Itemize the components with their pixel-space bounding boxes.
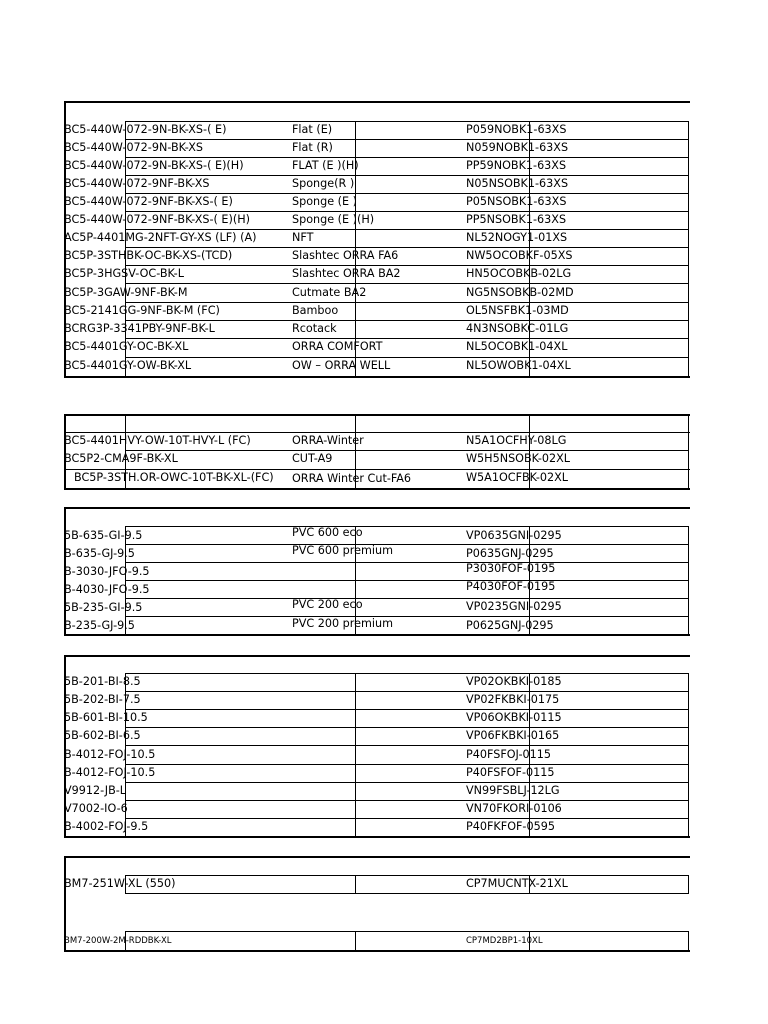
code: PP59NOBK1-63XS (466, 159, 567, 172)
table-row (62, 616, 688, 634)
code: NG5NSOBKB-02MD (466, 286, 574, 299)
description: ORRA-Winter (292, 434, 364, 447)
code: CP7MD2BP1-10XL (466, 936, 543, 946)
table-row (62, 598, 688, 616)
part-number: BC5-2141GG-9NF-BK-M (FC) (64, 304, 220, 317)
description: Rcotack (292, 322, 337, 335)
part-number: 5B-635-GI-9.5 (64, 529, 143, 542)
code: VN99FSBLJ-12LG (466, 784, 560, 797)
table-row (62, 357, 688, 375)
table-row (62, 415, 688, 433)
part-number: B-4012-FOJ-10.5 (64, 748, 156, 761)
table-row (62, 247, 688, 265)
code: W5A1OCFBK-02XL (466, 471, 569, 484)
description (290, 415, 464, 433)
table-row (62, 746, 688, 764)
description (290, 818, 464, 836)
code: W5H5NSOBK-02XL (466, 452, 570, 465)
part-number: B-635-GJ-9.5 (64, 547, 135, 560)
table-row (62, 320, 688, 338)
description: Sponge(R ) (292, 177, 355, 190)
description (290, 673, 464, 691)
table-row (62, 265, 688, 283)
table-row (62, 338, 688, 356)
part-number (62, 415, 290, 433)
part-number: B-3030-JFO-9.5 (64, 565, 150, 578)
table-row (62, 932, 688, 950)
table-row (62, 193, 688, 211)
description: CUT-A9 (292, 452, 333, 465)
description: ORRA Winter Cut-FA6 (292, 472, 412, 485)
code: N05NSOBK1-63XS (466, 177, 569, 190)
description (290, 562, 464, 580)
table-row (62, 818, 688, 836)
code: VP02OKBKI-0185 (466, 675, 562, 688)
code: VP0235GNI-0295 (466, 600, 562, 613)
description (290, 691, 464, 709)
description: NFT (292, 231, 314, 244)
table-row (62, 302, 688, 320)
part-number: B-4002-FOJ-9.5 (64, 820, 149, 833)
description: Slashtec ORRA BA2 (292, 267, 401, 280)
description (290, 727, 464, 745)
code: PP5NSOBK1-63XS (466, 213, 567, 226)
code: VP06FKBKI-0165 (466, 729, 560, 742)
part-number: BM7-200W-2M-RDDBK-XL (64, 936, 172, 946)
part-number: BC5-440W-072-9N-BK-XS-( E) (64, 123, 227, 136)
code: NL52NOGY1-01XS (466, 231, 568, 244)
code: P4030FOF-0195 (466, 580, 556, 593)
description (290, 932, 464, 950)
code: P0625GNJ-0295 (466, 619, 554, 632)
description: Sponge (E ) (292, 195, 358, 208)
table-row (62, 139, 688, 157)
table-row (62, 121, 688, 139)
table-row (62, 691, 688, 709)
table-row (62, 175, 688, 193)
table-row (62, 673, 688, 691)
part-number: BC5-440W-072-9NF-BK-XS-( E) (64, 195, 233, 208)
description: OW – ORRA WELL (292, 359, 391, 372)
code: NL5OCOBK1-04XL (466, 340, 568, 353)
part-number: BC5-440W-072-9NF-BK-XS (64, 177, 210, 190)
table-row (62, 157, 688, 175)
code: VP02FKBKI-0175 (466, 693, 560, 706)
table-row (62, 229, 688, 247)
table-row (62, 211, 688, 229)
description: FLAT (E )(H) (292, 159, 359, 172)
part-number: BC5P2-CMA9F-BK-XL (64, 452, 178, 465)
part-number: 5B-602-BI-6.5 (64, 729, 141, 742)
part-number: V7002-IO-6 (64, 802, 128, 815)
part-number: B-4030-JFO-9.5 (64, 583, 150, 596)
description (290, 709, 464, 727)
description: Sponge (E )(H) (292, 213, 375, 226)
code: P0635GNJ-0295 (466, 547, 554, 560)
code: VP0635GNI-0295 (466, 529, 562, 542)
table-row (62, 782, 688, 800)
description: ORRA COMFORT (292, 340, 383, 353)
table-row (62, 432, 688, 450)
description: Bamboo (292, 304, 339, 317)
description: Flat (E) (292, 123, 333, 136)
part-number: BCRG3P-3341PBY-9NF-BK-L (64, 322, 215, 335)
code: CP7MUCNTX-21XL (466, 877, 568, 890)
description (290, 746, 464, 764)
part-number: BC5-4401GY-OW-BK-XL (64, 359, 192, 372)
part-number: 5B-601-BI-10.5 (64, 711, 148, 724)
description: Flat (R) (292, 141, 333, 154)
part-number: BC5P-3STH.OR-OWC-10T-BK-XL-(FC) (74, 471, 274, 484)
table-row (62, 284, 688, 302)
part-number: 5B-235-GI-9.5 (64, 601, 143, 614)
part-number: BC5-440W-072-9NF-BK-XS-( E)(H) (64, 213, 251, 226)
part-number: BC5-440W-072-9N-BK-XS (64, 141, 204, 154)
table-row (62, 727, 688, 745)
part-number: AC5P-4401MG-2NFT-GY-XS (LF) (A) (64, 231, 257, 244)
description: PVC 600 premium (292, 544, 394, 557)
code: P05NSOBK1-63XS (466, 195, 567, 208)
table-row (62, 450, 688, 468)
code: VP06OKBKI-0115 (466, 711, 562, 724)
part-number: BC5-4401HVY-OW-10T-HVY-L (FC) (64, 434, 251, 447)
description (290, 764, 464, 782)
part-number: V9912-JB-L (64, 784, 127, 797)
table-row (62, 875, 688, 893)
part-number: BC5-440W-072-9N-BK-XS-( E)(H) (64, 159, 244, 172)
code: NL5OWOBK1-04XL (466, 359, 571, 372)
code: P40FSFOJ-0115 (466, 748, 551, 761)
table-row (62, 800, 688, 818)
code: P40FKFOF-0595 (466, 820, 555, 833)
code: VN70FKORI-0106 (466, 802, 562, 815)
code: 4N3NSOBKC-01LG (466, 322, 569, 335)
part-number: BM7-251W-XL (550) (64, 877, 176, 890)
code: N059NOBK1-63XS (466, 141, 569, 154)
part-number: BC5P-3GAW-9NF-BK-M (64, 286, 188, 299)
code: HN5OCOBKB-02LG (466, 267, 572, 280)
part-number: 5B-201-BI-8.5 (64, 675, 141, 688)
description: PVC 200 eco (292, 598, 363, 611)
code: OL5NSFBK1-03MD (466, 304, 569, 317)
code: P40FSFOF-0115 (466, 766, 555, 779)
part-number: BC5P-3HGSV-OC-BK-L (64, 267, 184, 280)
table-row (62, 764, 688, 782)
code: P059NOBK1-63XS (466, 123, 567, 136)
code: NW5OCOBKF-05XS (466, 249, 573, 262)
part-number: BC5-4401GY-OC-BK-XL (64, 340, 189, 353)
description (290, 782, 464, 800)
code (464, 415, 622, 433)
description (290, 800, 464, 818)
description: Cutmate BA2 (292, 286, 367, 299)
description: Slashtec ORRA FA6 (292, 249, 399, 262)
table-row (62, 469, 688, 487)
description: PVC 200 premium (292, 617, 394, 630)
part-number: B-235-GJ-9.5 (64, 619, 135, 632)
code: N5A1OCFHY-08LG (466, 434, 567, 447)
code: P3030FOF-0195 (466, 562, 556, 575)
part-number: 5B-202-BI-7.5 (64, 693, 141, 706)
part-number: B-4012-FOJ-10.5 (64, 766, 156, 779)
description (290, 875, 464, 893)
table-row (62, 709, 688, 727)
description: PVC 600 eco (292, 526, 363, 539)
part-number: BC5P-3STHBK-OC-BK-XS-(TCD) (64, 249, 233, 262)
